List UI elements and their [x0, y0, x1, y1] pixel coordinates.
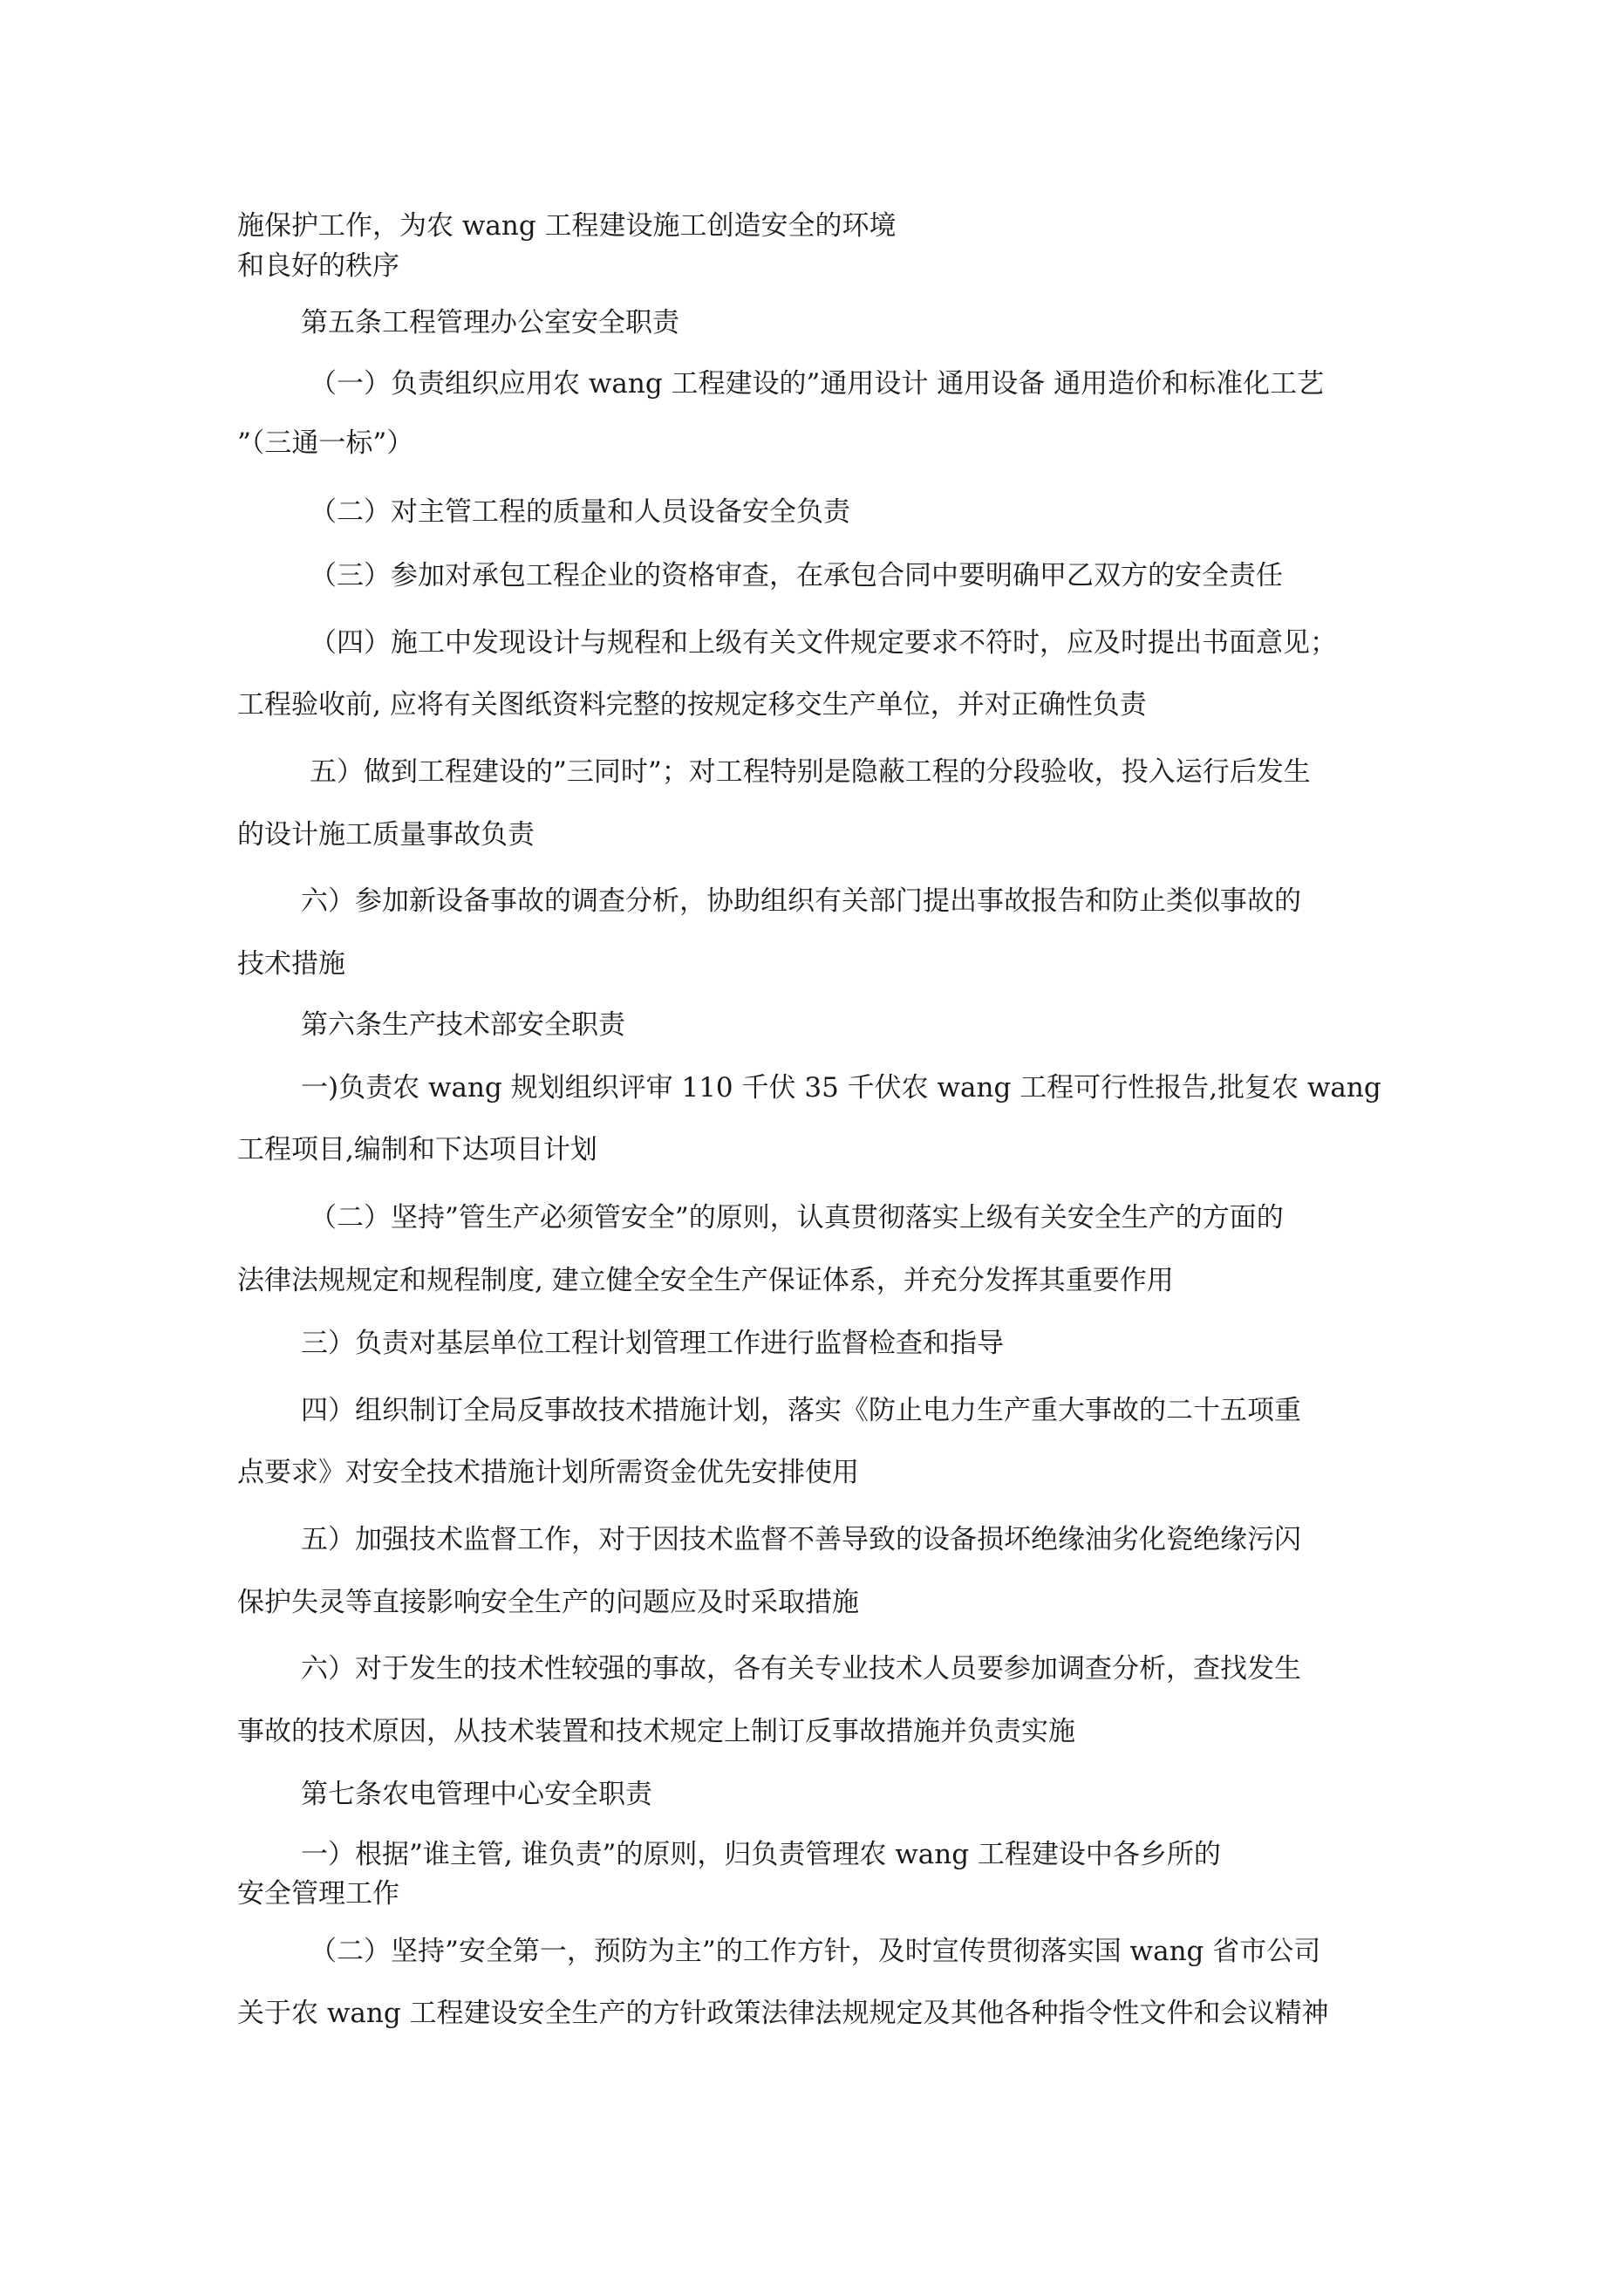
- text-line: 和良好的秩序: [237, 250, 399, 282]
- text-line: 施保护工作，为农 wang 工程建设施工创造安全的环境: [237, 210, 897, 242]
- text-line: 事故的技术原因，从技术装置和技术规定上制订反事故措施并负责实施: [237, 1716, 1075, 1747]
- text-line: 的设计施工质量事故负责: [237, 819, 535, 851]
- section-heading: 第五条工程管理办公室安全职责: [301, 307, 679, 338]
- text-line: 工程项目,编制和下达项目计划: [237, 1134, 597, 1165]
- text-line: 技术措施: [237, 948, 345, 980]
- text-line: ”（三通一标”）: [237, 427, 414, 459]
- text-line: 一)负责农 wang 规划组织评审 110 千伏 35 千伏农 wang 工程可行性报告,批复农 wang: [301, 1072, 1381, 1104]
- section-heading: 第七条农电管理中心安全职责: [301, 1779, 652, 1810]
- text-line: （四）施工中发现设计与规程和上级有关文件规定要求不符时，应及时提出书面意见；: [310, 627, 1337, 659]
- text-line: 一）根据”谁主管, 谁负责”的原则，归负责管理农 wang 工程建设中各乡所的: [301, 1839, 1221, 1870]
- text-line: （二）坚持”安全第一，预防为主”的工作方针，及时宣传贯彻落实国 wang 省市公司: [310, 1936, 1321, 1967]
- text-line: 保护失灵等直接影响安全生产的问题应及时采取措施: [237, 1587, 859, 1618]
- text-line: 五）加强技术监督工作，对于因技术监督不善导致的设备损坏绝缘油劣化瓷绝缘污闪: [301, 1524, 1301, 1555]
- text-line: 法律法规规定和规程制度, 建立健全安全生产保证体系，并充分发挥其重要作用: [237, 1265, 1174, 1296]
- text-line: 关于农 wang 工程建设安全生产的方针政策法律法规规定及其他各种指令性文件和会议精神: [237, 1998, 1329, 2029]
- text-line: 工程验收前, 应将有关图纸资料完整的按规定移交生产单位，并对正确性负责: [237, 689, 1147, 721]
- text-line: （三）参加对承包工程企业的资格审查，在承包合同中要明确甲乙双方的安全责任: [310, 560, 1283, 591]
- text-line: 三）负责对基层单位工程计划管理工作进行监督检查和指导: [301, 1328, 1004, 1359]
- text-line: （二）对主管工程的质量和人员设备安全负责: [310, 496, 850, 528]
- text-line: 五）做到工程建设的”三同时”；对工程特别是隐蔽工程的分段验收，投入运行后发生: [310, 756, 1311, 788]
- text-line: 六）对于发生的技术性较强的事故，各有关专业技术人员要参加调查分析，查找发生: [301, 1653, 1301, 1684]
- section-heading: 第六条生产技术部安全职责: [301, 1009, 625, 1041]
- text-line: 六）参加新设备事故的调查分析，协助组织有关部门提出事故报告和防止类似事故的: [301, 885, 1301, 917]
- text-line: （二）坚持”管生产必须管安全”的原则，认真贯彻落实上级有关安全生产的方面的: [310, 1202, 1284, 1233]
- text-line: 点要求》对安全技术措施计划所需资金优先安排使用: [237, 1457, 859, 1488]
- text-line: 安全管理工作: [237, 1878, 399, 1910]
- text-line: 四）组织制订全局反事故技术措施计划，落实《防止电力生产重大事故的二十五项重: [301, 1395, 1301, 1426]
- text-line: （一）负责组织应用农 wang 工程建设的”通用设计 通用设备 通用造价和标准化工艺: [310, 368, 1325, 400]
